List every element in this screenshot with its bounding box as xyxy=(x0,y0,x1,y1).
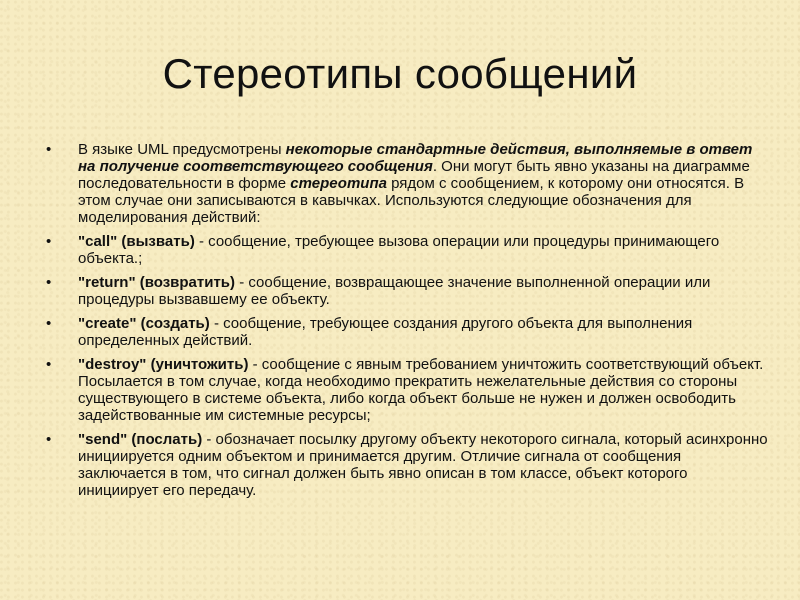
bullet-icon: • xyxy=(46,141,52,158)
item-text: - сообщение, требующее создания другого объекта для выполнения определенных действий. xyxy=(78,315,693,349)
bullet-icon: • xyxy=(46,431,52,448)
item-term: "create" (создать) xyxy=(78,315,210,332)
slide-title: Стереотипы сообщений xyxy=(162,50,638,97)
intro-emphasis-1: некоторые стандартные действия, выполняемые в ответ на получение соответствующего сообщения xyxy=(78,141,753,175)
bullet-icon: • xyxy=(46,233,52,250)
item-term: "call" (вызвать) xyxy=(78,233,195,250)
bullet-item-send xyxy=(46,431,772,499)
item-text: - сообщение, требующее вызова операции или процедуры принимающего объекта.; xyxy=(78,233,720,267)
intro-emphasis-2: стереотипа xyxy=(290,175,387,192)
item-text: - сообщение, возвращающее значение выполненной операции или процедуры вызвавшему ее объекту. xyxy=(78,274,711,308)
intro-text-3: рядом с сообщением, к которому они относятся. В этом случае они записываются в кавычках. Используются следующие обозначения для моделирования действий: xyxy=(78,175,745,226)
bullet-icon: • xyxy=(46,356,52,373)
intro-text-1: В языке UML предусмотрены xyxy=(78,141,286,158)
bullet-item-create xyxy=(46,315,772,349)
item-text: - обозначает посылку другому объекту некоторого сигнала, который асинхронно инициируется одним объектом и принимается другим. Отличие сигнала от сообщения заключается в том, что сигнал должен быть явно описан в том классе, объект которого инициирует его передачу. xyxy=(78,431,768,499)
item-term: "return" (возвратить) xyxy=(78,274,236,291)
bullet-icon: • xyxy=(46,274,52,291)
bullet-item-destroy xyxy=(46,356,772,424)
intro-text-2: . Они могут быть явно указаны на диаграмме последовательности в форме xyxy=(78,158,750,192)
item-term: "send" (послать) xyxy=(78,431,203,448)
bullet-item-call xyxy=(46,233,772,267)
bullet-item-return xyxy=(46,274,772,308)
bullet-icon: • xyxy=(46,315,52,332)
bullet-list xyxy=(46,141,772,506)
bullet-item-intro xyxy=(46,141,772,226)
item-term: "destroy" (уничтожить) xyxy=(78,356,249,373)
item-text: - сообщение с явным требованием уничтожить соответствующий объект. Посылается в том случае, когда необходимо прекратить нежелательные действия со стороны существующего в системе объекта, либо когда объект больше не нужен и должен освободить задействованные им системные ресурсы; xyxy=(78,356,764,424)
